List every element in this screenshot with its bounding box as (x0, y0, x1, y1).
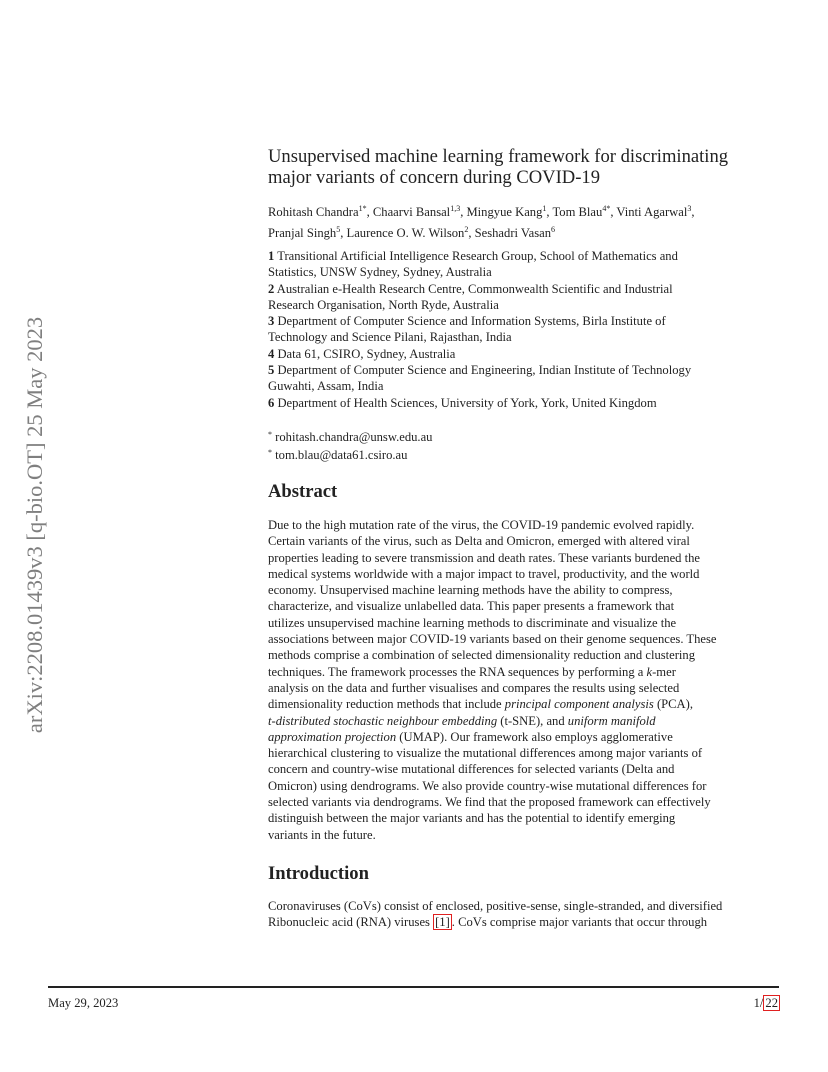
arxiv-sidebar (12, 262, 57, 787)
abstract-italic: uniform manifold (567, 713, 656, 728)
abstract-italic: approximation projection (268, 729, 397, 744)
corresponding-emails (268, 427, 780, 464)
affiliation-number: 5 (268, 363, 275, 378)
abstract-italic: t-distributed stochastic neighbour embedding (268, 713, 498, 728)
affiliation-text: Department of Computer Science and Engineering, Indian Institute of Technology (277, 363, 692, 378)
affiliation-text: Australian e-Health Research Centre, Commonwealth Scientific and Industrial (276, 281, 673, 296)
title-line: Unsupervised machine learning framework for discriminating (268, 146, 729, 167)
email-line (268, 445, 780, 463)
abstract-heading: Abstract (268, 481, 338, 502)
abstract-line: associations between major COVID-19 variants based on their genome sequences. These (268, 632, 717, 647)
abstract-line (268, 729, 780, 745)
affiliation-list (268, 248, 780, 411)
author-name: Vinti Agarwal (616, 205, 688, 219)
abstract-line: Omicron) using dendrograms. We also provide country-wise mutational differences for (268, 778, 707, 793)
author-affil-mark: 1* (358, 204, 367, 213)
page-number (754, 996, 780, 1011)
author-name: Seshadri Vasan (474, 226, 552, 240)
email-address[interactable]: rohitash.chandra@unsw.edu.au (275, 430, 433, 444)
paper-title (268, 146, 780, 188)
abstract-text: techniques. The framework processes the RNA sequences by performing a (268, 664, 647, 679)
abstract-text: (t-SNE), and (497, 713, 568, 728)
email-mark: * (268, 448, 272, 458)
abstract-line: methods comprise a combination of selected dimensionality reduction and clustering (268, 648, 696, 663)
email-mark: * (268, 430, 272, 439)
abstract-line: selected variants via dendrograms. We find that the proposed framework can effectively (268, 795, 711, 810)
author-affil-mark: 1 (542, 204, 547, 213)
abstract-text: (PCA), (653, 697, 693, 712)
author-affil-mark: 3 (687, 204, 692, 213)
intro-text: Ribonucleic acid (RNA) viruses (268, 915, 434, 930)
affiliation-number: 1 (268, 249, 275, 263)
intro-line: Coronaviruses (CoVs) consist of enclosed, positive-sense, single-stranded, and diversified (268, 899, 723, 913)
abstract-line: distinguish between the major variants and has the potential to identify emerging (268, 811, 676, 826)
email-address[interactable]: tom.blau@data61.csiro.au (275, 448, 408, 463)
affiliation-line (268, 395, 780, 411)
page-current: 1/ (753, 996, 764, 1010)
footer-date: May 29, 2023 (48, 996, 119, 1010)
affiliation-line: Technology and Science Pilani, Rajasthan, India (268, 330, 512, 345)
affiliation-line: Guwahti, Assam, India (268, 379, 384, 394)
abstract-text: -mer (652, 664, 676, 679)
author-affil-mark: 1,3 (450, 204, 461, 213)
intro-text: . CoVs comprise major variants that occur through (451, 915, 708, 930)
abstract-line (268, 696, 780, 712)
affiliation-number: 2 (268, 281, 275, 296)
author-affil-mark: 2 (464, 225, 469, 234)
abstract-line (268, 664, 780, 680)
affiliation-text: Transitional Artificial Intelligence Research Group, School of Mathematics and (277, 249, 678, 263)
author-name: Rohitash Chandra (268, 205, 359, 219)
affiliation-number: 6 (268, 395, 275, 410)
abstract-line: Certain variants of the virus, such as Delta and Omicron, emerged with altered viral (268, 534, 690, 549)
title-line: major variants of concern during COVID-19 (268, 167, 601, 188)
abstract-italic: principal component analysis (504, 697, 654, 712)
abstract-line: variants in the future. (268, 827, 376, 842)
affiliation-text: Department of Health Sciences, University of York, York, United Kingdom (277, 395, 657, 410)
author-line: Pranjal Singh$^5$, Laurence O. W. Wilson$^2$, Seshadri Vasan$^6$ (268, 225, 556, 240)
abstract-line: properties leading to severe transmission and death rates. These variants burdened the (268, 550, 701, 565)
author-list (268, 200, 780, 242)
abstract-line: Due to the high mutation rate of the virus, the COVID-19 pandemic evolved rapidly. (268, 518, 695, 532)
abstract-line: analysis on the data and further visualises and compares the results using selected (268, 680, 680, 695)
author-name: Pranjal Singh (268, 226, 337, 240)
affiliation-line: Research Organisation, North Ryde, Australia (268, 297, 499, 312)
abstract-line: concern and country-wise mutational differences for selected variants (Delta and (268, 762, 675, 777)
intro-line (268, 914, 780, 930)
author-name: Tom Blau (552, 205, 603, 219)
author-name: Laurence O. W. Wilson (346, 226, 465, 240)
abstract-italic: k (646, 664, 653, 679)
affiliation-line: Statistics, UNSW Sydney, Sydney, Australia (268, 265, 492, 280)
author-affil-mark: 5 (336, 225, 341, 234)
abstract-line: economy. Unsupervised machine learning methods have the ability to compress, (268, 583, 673, 598)
author-affil-mark: 6 (551, 225, 556, 234)
affiliation-line (268, 248, 780, 264)
citation-link[interactable]: [1] (435, 915, 450, 930)
abstract-line: utilizes unsupervised machine learning methods to discriminate and visualize the (268, 615, 677, 630)
abstract-line (268, 713, 780, 729)
author-name: Mingyue Kang (466, 205, 543, 219)
affiliation-number: 3 (268, 314, 275, 329)
abstract-line: medical systems worldwide with a major impact to travel, productivity, and the world (268, 566, 700, 581)
footer-divider (48, 986, 779, 988)
abstract-text: (UMAP). Our framework also employs agglomerative (396, 729, 673, 744)
affiliation-text: Department of Computer Science and Information Systems, Birla Institute of (277, 314, 666, 329)
abstract-text: dimensionality reduction methods that include (268, 697, 505, 712)
author-affil-mark: 4* (602, 204, 611, 213)
author-name: Chaarvi Bansal (372, 205, 451, 219)
page-total-link[interactable]: 22 (765, 996, 778, 1010)
author-line: Rohitash Chandra$^{1*}$, Chaarvi Bansal$^{1,3}$, Mingyue Kang$^1$, Tom Blau$^{4*}$, Vinti Agarwal$^3$, (268, 204, 695, 219)
abstract-body (268, 517, 780, 843)
introduction-heading: Introduction (268, 863, 369, 884)
affiliation-line (268, 313, 780, 329)
affiliation-line (268, 362, 780, 378)
affiliation-line (268, 281, 780, 297)
affiliation-number: 4 (268, 346, 275, 361)
arxiv-identifier: arXiv:2208.01439v3 [q-bio.OT] 25 May 2023 (21, 316, 47, 733)
affiliation-text: Data 61, CSIRO, Sydney, Australia (277, 346, 456, 361)
abstract-line: hierarchical clustering to visualize the mutational differences among major variants of (268, 746, 703, 761)
email-line (268, 427, 780, 445)
abstract-line: characterize, and visualize unlabelled data. This paper presents a framework that (268, 599, 675, 614)
introduction-body (268, 898, 780, 931)
affiliation-line (268, 346, 780, 362)
